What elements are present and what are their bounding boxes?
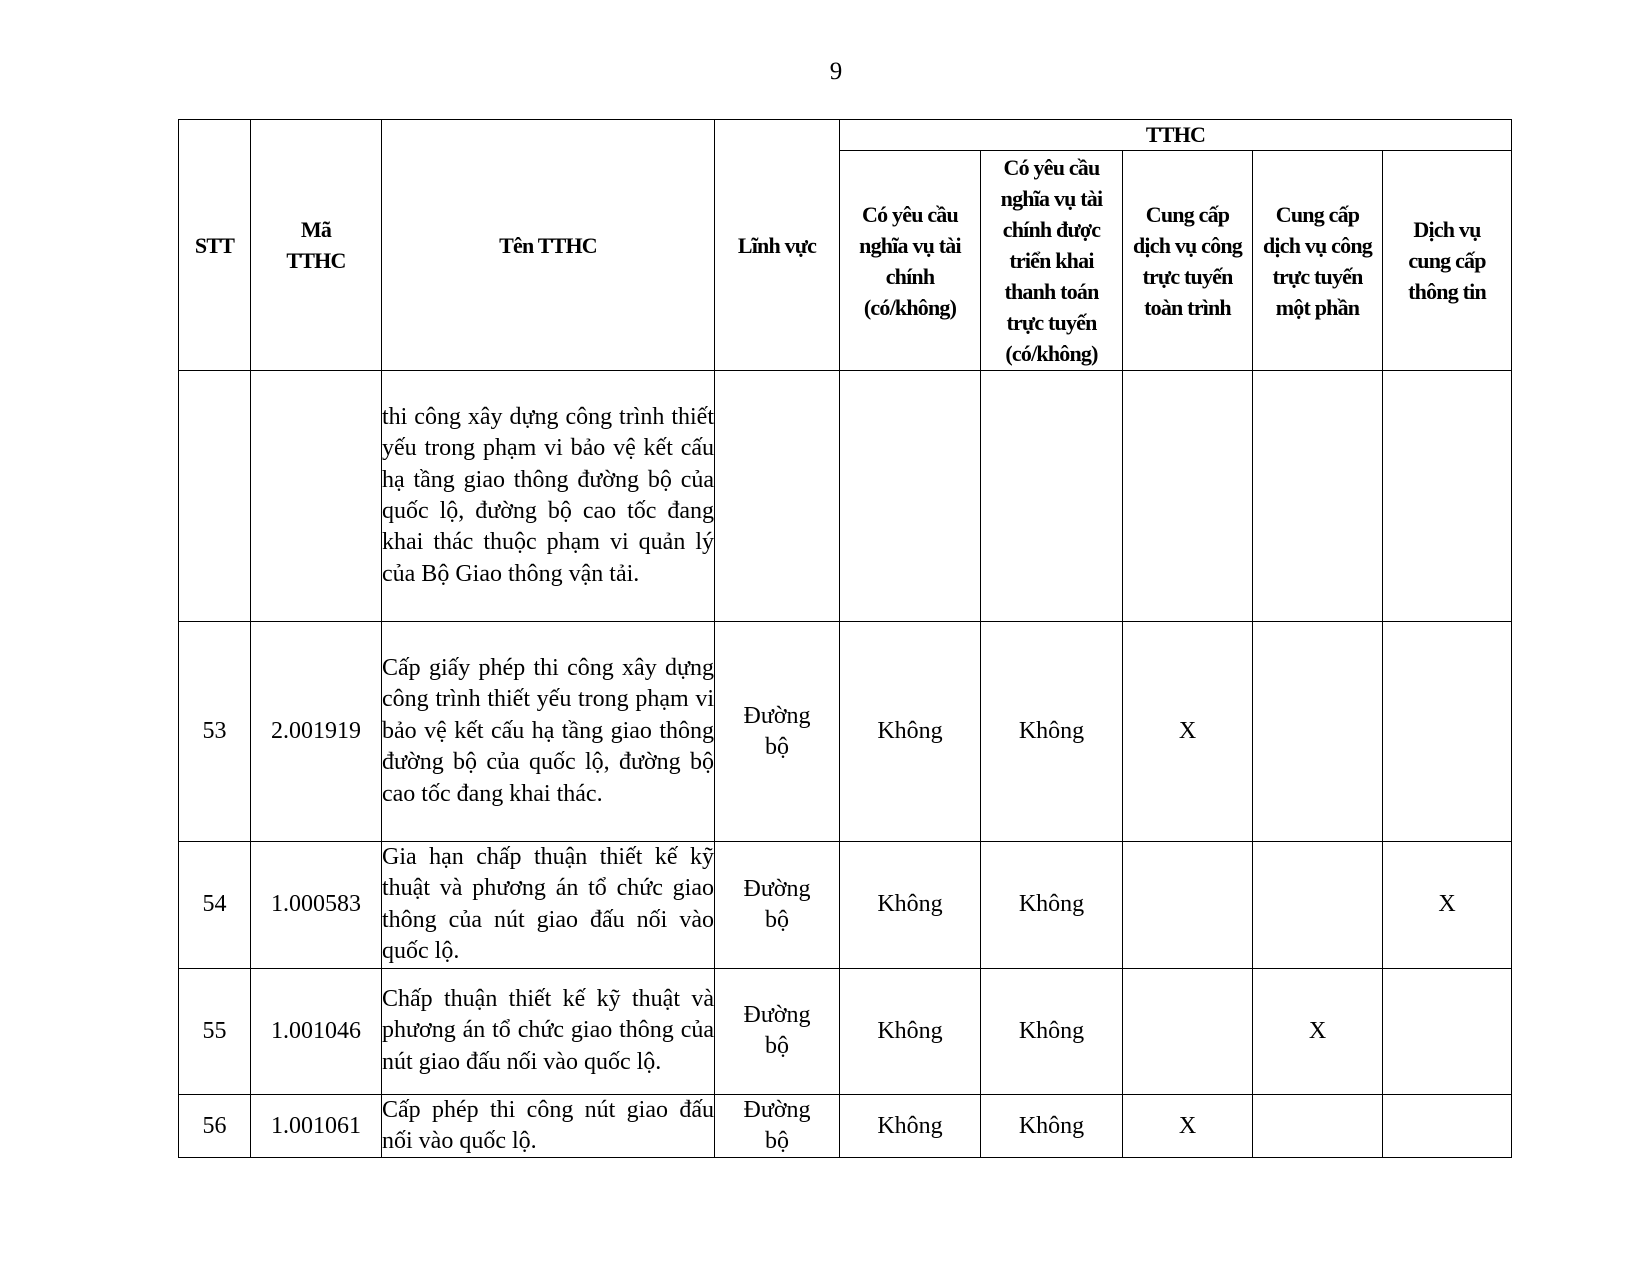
table-row xyxy=(179,842,1512,969)
cell-ten-tthc: thi công xây dựng công trình thiết yếu trong phạm vi bảo vệ kết cấu hạ tầng giao thông đường bộ của quốc lộ, đường bộ cao tốc đang khai thác thuộc phạm vi quản lý của Bộ Giao thông vận tải. xyxy=(382,371,715,622)
header-full-online-service: Cung cấp dịch vụ công trực tuyến toàn trình xyxy=(1123,151,1253,371)
cell-online-payment: Không xyxy=(981,842,1123,969)
cell-online-payment xyxy=(981,371,1123,622)
header-linh-vuc: Lĩnh vực xyxy=(715,120,840,371)
cell-stt xyxy=(179,371,251,622)
cell-financial-obligation: Không xyxy=(840,968,981,1094)
cell-information-service xyxy=(1383,968,1512,1094)
table-row xyxy=(179,371,1512,622)
cell-financial-obligation: Không xyxy=(840,1094,981,1158)
cell-financial-obligation xyxy=(840,371,981,622)
cell-linh-vuc: Đường bộ xyxy=(715,968,840,1094)
header-row xyxy=(179,120,1512,151)
cell-financial-obligation: Không xyxy=(840,842,981,969)
cell-ten-tthc: Chấp thuận thiết kế kỹ thuật và phương án tổ chức giao thông của nút giao đấu nối vào quốc lộ. xyxy=(382,968,715,1094)
cell-linh-vuc xyxy=(715,371,840,622)
table-row xyxy=(179,968,1512,1094)
cell-linh-vuc: Đường bộ xyxy=(715,622,840,842)
cell-partial-online-service xyxy=(1253,371,1383,622)
header-ma-tthc: Mã TTHC xyxy=(251,120,382,371)
cell-information-service xyxy=(1383,371,1512,622)
cell-financial-obligation: Không xyxy=(840,622,981,842)
cell-linh-vuc: Đường bộ xyxy=(715,842,840,969)
cell-ten-tthc: Gia hạn chấp thuận thiết kế kỹ thuật và phương án tổ chức giao thông của nút giao đấu nối vào quốc lộ. xyxy=(382,842,715,969)
cell-full-online-service xyxy=(1123,371,1253,622)
cell-full-online-service xyxy=(1123,842,1253,969)
procedures-table xyxy=(178,119,1512,1158)
cell-stt: 55 xyxy=(179,968,251,1094)
cell-partial-online-service xyxy=(1253,1094,1383,1158)
table-row xyxy=(179,622,1512,842)
header-ten-tthc: Tên TTHC xyxy=(382,120,715,371)
cell-partial-online-service xyxy=(1253,622,1383,842)
page-number: 9 xyxy=(829,58,843,85)
cell-online-payment: Không xyxy=(981,968,1123,1094)
cell-ma-tthc: 1.000583 xyxy=(251,842,382,969)
header-stt: STT xyxy=(179,120,251,371)
cell-partial-online-service: X xyxy=(1253,968,1383,1094)
cell-stt: 54 xyxy=(179,842,251,969)
cell-partial-online-service xyxy=(1253,842,1383,969)
cell-online-payment: Không xyxy=(981,1094,1123,1158)
cell-full-online-service: X xyxy=(1123,1094,1253,1158)
cell-stt: 56 xyxy=(179,1094,251,1158)
cell-full-online-service: X xyxy=(1123,622,1253,842)
cell-ma-tthc xyxy=(251,371,382,622)
cell-stt: 53 xyxy=(179,622,251,842)
cell-full-online-service xyxy=(1123,968,1253,1094)
header-group-tthc: TTHC xyxy=(840,120,1512,151)
cell-information-service xyxy=(1383,1094,1512,1158)
cell-information-service xyxy=(1383,622,1512,842)
cell-linh-vuc: Đường bộ xyxy=(715,1094,840,1158)
cell-ten-tthc: Cấp giấy phép thi công xây dựng công trình thiết yếu trong phạm vi bảo vệ kết cấu hạ tầng giao thông đường bộ của quốc lộ, đường bộ cao tốc đang khai thác. xyxy=(382,622,715,842)
cell-online-payment: Không xyxy=(981,622,1123,842)
table-row xyxy=(179,1094,1512,1158)
header-information-service: Dịch vụ cung cấp thông tin xyxy=(1383,151,1512,371)
header-partial-online-service: Cung cấp dịch vụ công trực tuyến một phần xyxy=(1253,151,1383,371)
header-online-payment: Có yêu cầu nghĩa vụ tài chính được triển khai thanh toán trực tuyến (có/không) xyxy=(981,151,1123,371)
cell-ma-tthc: 2.001919 xyxy=(251,622,382,842)
cell-ma-tthc: 1.001046 xyxy=(251,968,382,1094)
header-financial-obligation: Có yêu cầu nghĩa vụ tài chính (có/không) xyxy=(840,151,981,371)
cell-ten-tthc: Cấp phép thi công nút giao đấu nối vào quốc lộ. xyxy=(382,1094,715,1158)
cell-ma-tthc: 1.001061 xyxy=(251,1094,382,1158)
cell-information-service: X xyxy=(1383,842,1512,969)
